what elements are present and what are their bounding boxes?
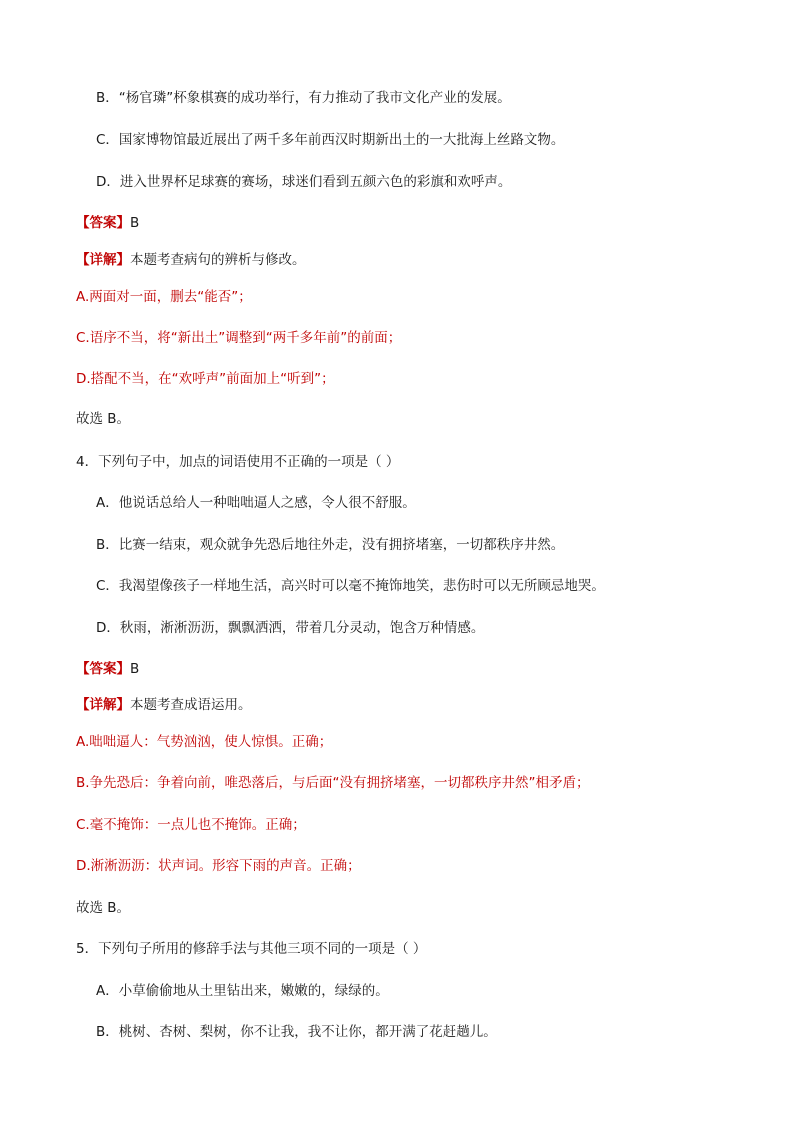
q4-answer-tag: 【答案】	[76, 661, 130, 677]
detail-tag: 【详解】	[76, 252, 130, 268]
q4-analysis-c: C.毫不掩饰：一点儿也不掩饰。正确；	[76, 817, 306, 833]
q4-answer-value: B	[130, 661, 140, 677]
detail-line	[76, 250, 754, 270]
q4-option-b: B．比赛一结束，观众就争先恐后地往外走，没有拥挤堵塞，一切都秩序井然。	[96, 537, 565, 553]
q4-detail-tag: 【详解】	[76, 697, 130, 713]
q4-analysis-d: D.淅淅沥沥：状声词。形容下雨的声音。正确；	[76, 858, 361, 874]
q4-answer-line	[76, 659, 754, 679]
q4-conclusion: 故选 B。	[76, 900, 131, 916]
q4-option-c: C．我渴望像孩子一样地生活，高兴时可以毫不掩饰地笑，悲伤时可以无所顾忌地哭。	[96, 578, 605, 594]
q4-detail-text: 本题考查成语运用。	[130, 697, 252, 713]
conclusion: 故选 B。	[76, 411, 131, 427]
answer-tag: 【答案】	[76, 215, 130, 231]
question-5-stem: 5．下列句子所用的修辞手法与其他三项不同的一项是（ ）	[76, 941, 427, 957]
q4-option-a: A．他说话总给人一种咄咄逼人之感，令人很不舒服。	[96, 495, 416, 511]
option-d: D．进入世界杯足球赛的赛场，球迷们看到五颜六色的彩旗和欢呼声。	[96, 174, 512, 190]
q4-detail-line	[76, 695, 754, 715]
question-4-stem: 4．下列句子中，加点的词语使用不正确的一项是（ ）	[76, 454, 400, 470]
q4-analysis-a: A.咄咄逼人：气势汹汹，使人惊惧。正确；	[76, 734, 333, 750]
q4-option-d: D．秋雨，淅淅沥沥，飘飘洒洒，带着几分灵动，饱含万种情感。	[96, 620, 485, 636]
option-b: B．“杨官璘”杯象棋赛的成功举行，有力推动了我市文化产业的发展。	[96, 90, 511, 106]
analysis-d: D.搭配不当，在“欢呼声”前面加上“听到”；	[76, 371, 335, 387]
analysis-c: C.语序不当，将“新出土”调整到“两千多年前”的前面；	[76, 330, 402, 346]
detail-text: 本题考查病句的辨析与修改。	[130, 252, 306, 268]
answer-value: B	[130, 215, 140, 231]
answer-line	[76, 213, 754, 233]
q5-option-a: A．小草偷偷地从土里钻出来，嫩嫩的，绿绿的。	[96, 983, 389, 999]
analysis-a: A.两面对一面，删去“能否”；	[76, 289, 252, 305]
q5-option-b: B．桃树、杏树、梨树，你不让我，我不让你，都开满了花赶趟儿。	[96, 1024, 497, 1040]
option-c: C．国家博物馆最近展出了两千多年前西汉时期新出土的一大批海上丝路文物。	[96, 132, 565, 148]
q4-analysis-b: B.争先恐后：争着向前，唯恐落后，与后面“没有拥挤堵塞，一切都秩序井然”相矛盾；	[76, 775, 590, 791]
